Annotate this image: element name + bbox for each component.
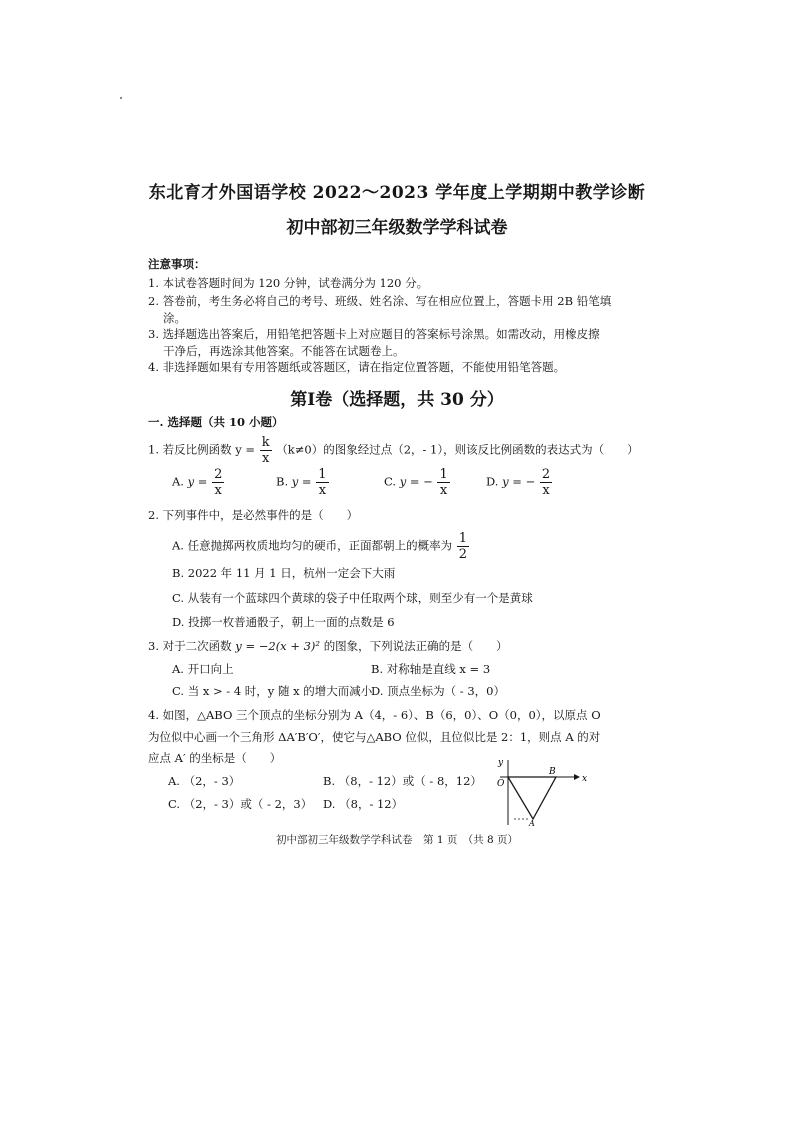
fraction-num: 1: [439, 467, 448, 482]
fraction-den: x: [214, 483, 222, 498]
q4-option-c: C. （2，- 3）或（ - 2，3）: [168, 797, 313, 811]
q4-option-b: B. （8，- 12）或（ - 8，12）: [323, 774, 482, 788]
option-label: C.: [384, 474, 397, 489]
q3-stem-before: 3. 对于二次函数: [148, 639, 232, 653]
x-axis-arrow-icon: [574, 774, 580, 780]
label-a: A: [529, 819, 535, 828]
q3-option-b: B. 对称轴是直线 x = 3: [371, 662, 491, 676]
question-4-line1: 4. 如图，△ABO 三个顶点的坐标分别为 A（4，- 6）、B（6，0）、O（0，0），以原点 O: [148, 708, 601, 722]
option-prefix: y = −: [399, 474, 433, 489]
note-item: 涂。: [163, 311, 186, 325]
question-3-stem: [148, 638, 508, 654]
note-item: 2. 答卷前，考生务必将自己的考号、班级、姓名涂、写在相应位置上，答题卡用 2B 铅笔填: [148, 294, 612, 308]
question-4-line3: 应点 A′ 的坐标是（ ）: [148, 751, 282, 765]
q2-option-a-fraction: [457, 532, 469, 561]
question-2-stem: 2. 下列事件中，是必然事件的是（ ）: [148, 508, 359, 522]
q1-stem-before: 1. 若反比例函数 y =: [148, 442, 256, 457]
label-b: B: [549, 767, 556, 777]
q4-coordinate-figure: [496, 757, 586, 827]
exam-subtitle: 初中部初三年级数学学科试卷: [286, 218, 508, 238]
question-4-line2: 为位似中心画一个三角形 ΔA′B′O′，使它与△ABO 位似，且位似比是 2：1，则点 A 的对: [148, 730, 601, 744]
option-prefix: y = −: [502, 474, 536, 489]
exam-title: 东北育才外国语学校 2022～2023 学年度上学期期中教学诊断: [148, 183, 646, 203]
notes-heading: 注意事项：: [148, 257, 206, 271]
q2-option-c: C. 从装有一个蓝球四个黄球的袋子中任取两个球，则至少有一个是黄球: [172, 591, 533, 605]
q2-option-b: B. 2022 年 11 月 1 日，杭州一定会下大雨: [172, 566, 396, 580]
q2-option-a-text: A. 任意抛掷两枚质地均匀的硬币，正面都朝上的概率为: [172, 538, 453, 553]
section-title: 第Ⅰ卷（选择题，共 30 分）: [290, 390, 504, 410]
q3-formula: y = −2(x + 3)²: [235, 639, 321, 653]
option-label: A.: [172, 474, 184, 489]
option-label: D.: [486, 474, 499, 489]
fraction-den: 2: [458, 547, 468, 562]
option-fraction: [540, 468, 552, 497]
page-footer: 初中部初三年级数学学科试卷 第 1 页 （共 8 页）: [276, 834, 518, 846]
label-y: y: [498, 758, 504, 768]
q1-option-b: [276, 468, 330, 497]
label-x: x: [582, 774, 588, 784]
label-o: O: [497, 779, 505, 789]
fraction-num: 1: [318, 467, 327, 482]
fraction-den: x: [318, 483, 327, 498]
q1-option-c: [384, 468, 451, 497]
q1-fraction: [260, 436, 272, 465]
note-item: 3. 选择题选出答案后，用铅笔把答题卡上对应题目的答案标号涂黑。如需改动，用橡皮擦: [148, 327, 600, 341]
note-item: 1. 本试卷答题时间为 120 分钟，试卷满分为 120 分。: [148, 276, 429, 290]
q4-option-d: D. （8，- 12）: [323, 797, 404, 811]
q1-fraction-num: k: [261, 435, 270, 450]
q2-option-d: D. 投掷一枚普通骰子，朝上一面的点数是 6: [172, 615, 395, 629]
option-label: B.: [276, 474, 289, 489]
fraction-num: 2: [214, 467, 223, 482]
option-prefix: y =: [187, 474, 208, 489]
triangle-abo: [508, 777, 556, 819]
q2-option-a: [172, 532, 470, 561]
q1-option-a: [172, 468, 225, 497]
note-item: 4. 非选择题如果有专用答题纸或答题区，请在指定位置答题，不能使用铅笔答题。: [148, 360, 566, 374]
option-fraction: [437, 468, 449, 497]
q1-stem-after: （k≠0）的图象经过点（2，- 1），则该反比例函数的表达式为（ ）: [276, 442, 639, 457]
q1-fraction-den: x: [262, 451, 270, 466]
scan-speck: [120, 97, 122, 99]
fraction-num: 1: [458, 531, 468, 546]
fraction-den: x: [542, 483, 550, 498]
option-prefix: y =: [291, 474, 312, 489]
question-1-stem: [148, 436, 639, 465]
q3-option-a: A. 开口向上: [172, 662, 234, 676]
q1-option-d: [486, 468, 553, 497]
q3-stem-after: 的图象，下列说法正确的是（ ）: [323, 639, 508, 653]
option-fraction: [316, 468, 328, 497]
note-item: 干净后，再选涂其他答案。不能答在试题卷上。: [163, 344, 405, 358]
q3-option-d: D. 顶点坐标为（ - 3，0）: [371, 684, 505, 698]
fraction-den: x: [439, 483, 448, 498]
q3-option-c: C. 当 x > - 4 时，y 随 x 的增大而减小: [172, 684, 373, 698]
q4-option-a: A. （2，- 3）: [168, 774, 241, 788]
option-fraction: [212, 468, 224, 497]
section-subtitle: 一. 选择题（共 10 小题）: [148, 415, 284, 429]
fraction-num: 2: [541, 467, 551, 482]
